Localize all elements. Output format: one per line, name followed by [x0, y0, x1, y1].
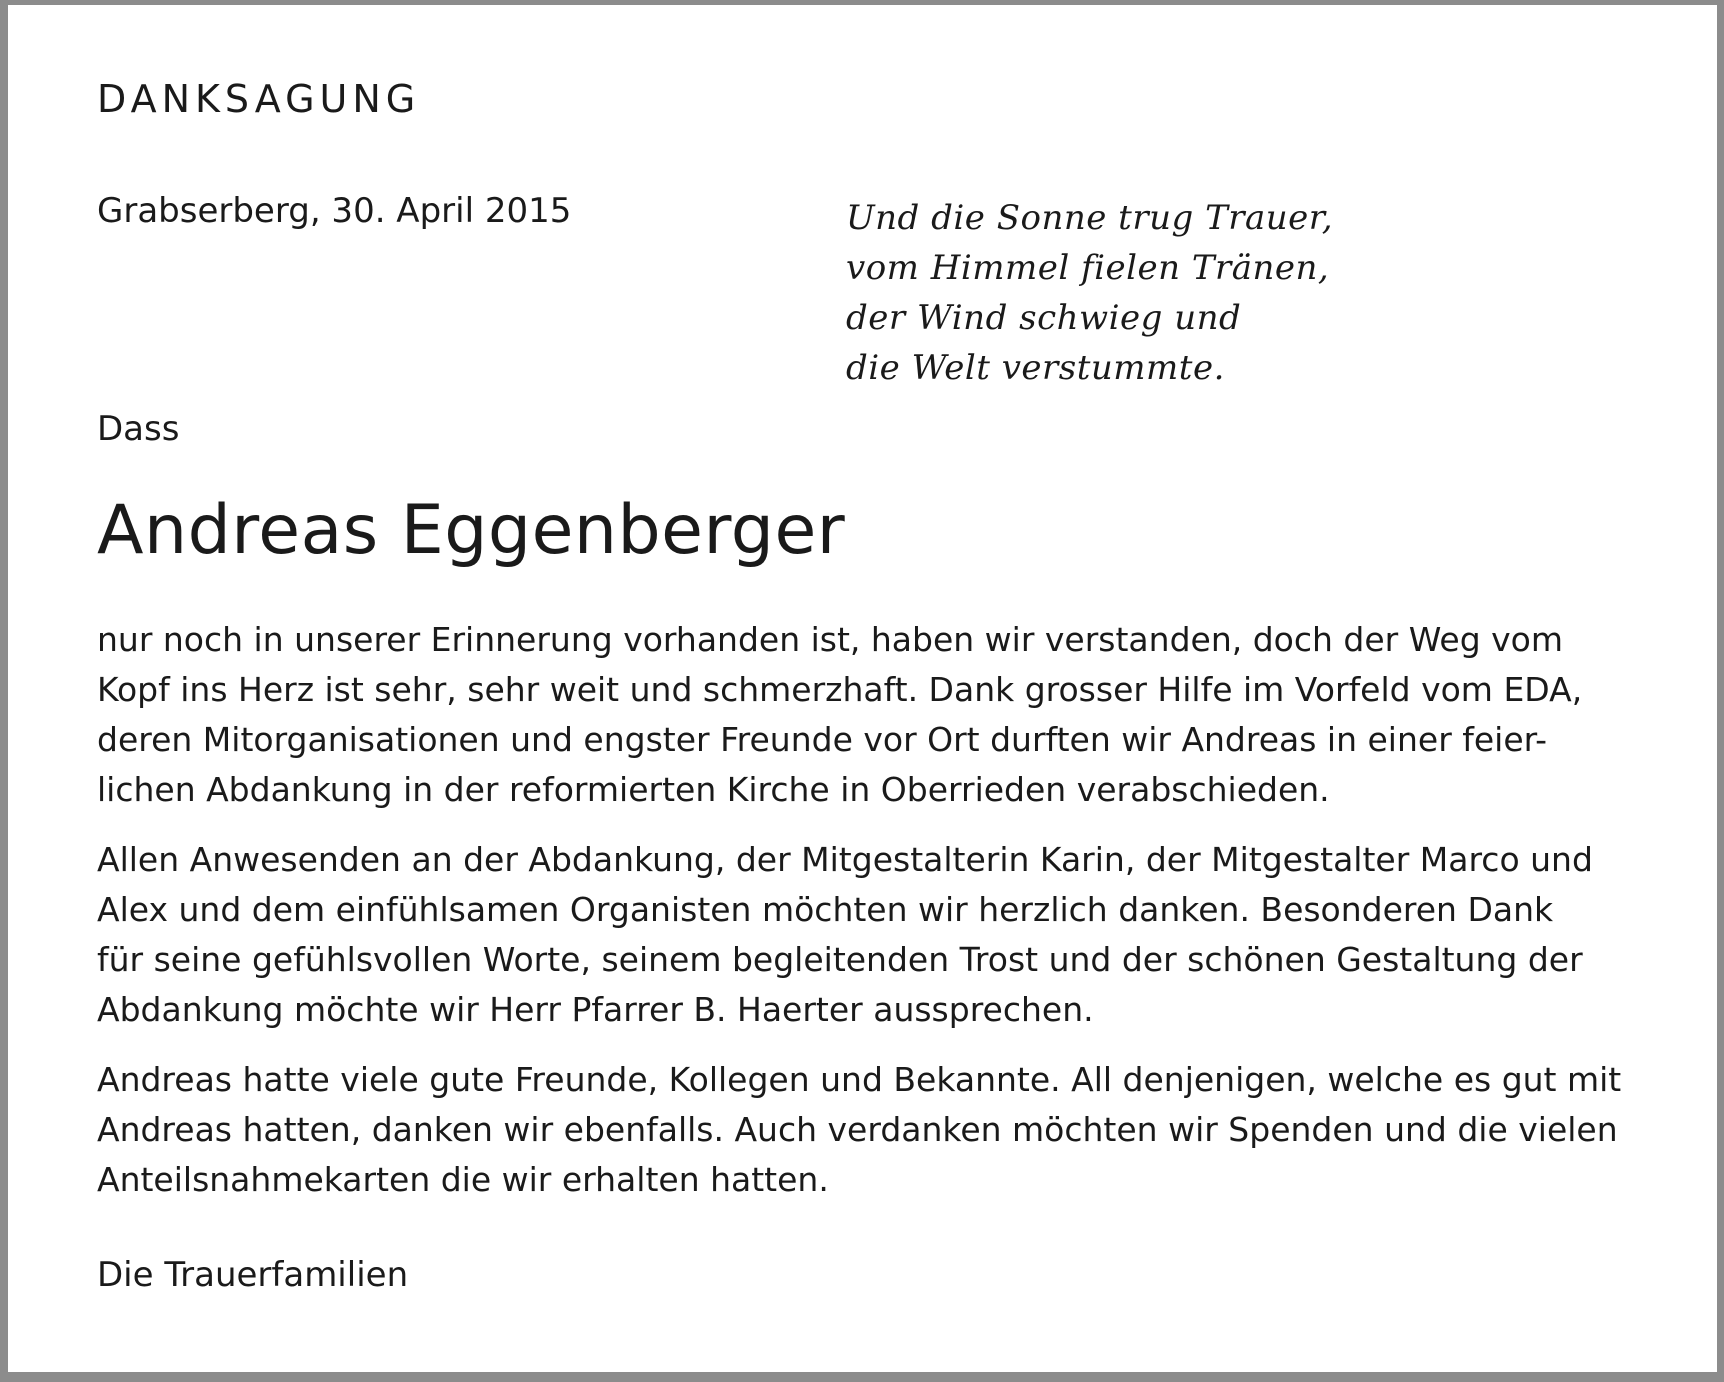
signoff: Die Trauerfamilien — [97, 1255, 409, 1295]
body-text — [97, 615, 1657, 1225]
deceased-name: Andreas Eggenberger — [97, 491, 846, 570]
paragraph-1 — [97, 615, 1657, 815]
paragraph-line: Anteilsnahmekarten die wir erhalten hatten. — [97, 1160, 829, 1199]
poem-line: vom Himmel fielen Tränen, — [846, 248, 1330, 288]
paragraph-line: lichen Abdankung in der reformierten Kirche in Oberrieden verabschieden. — [97, 770, 1330, 809]
date-line: Grabserberg, 30. April 2015 — [97, 191, 572, 231]
paragraph-line: Kopf ins Herz ist sehr, sehr weit und schmerzhaft. Dank grosser Hilfe im Vorfeld vom EDA, — [97, 670, 1583, 709]
paragraph-line: Allen Anwesenden an der Abdankung, der Mitgestalterin Karin, der Mitgestalter Marco und — [97, 840, 1593, 879]
paragraph-line: deren Mitorganisationen und engster Freunde vor Ort durften wir Andreas in einer feier- — [97, 720, 1548, 759]
paragraph-line: nur noch in unserer Erinnerung vorhanden ist, haben wir verstanden, doch der Weg vom — [97, 620, 1564, 659]
poem-verse — [846, 193, 1333, 393]
notice-heading: DANKSAGUNG — [97, 77, 421, 121]
poem-line: die Welt verstummte. — [846, 348, 1225, 388]
paragraph-line: Andreas hatte viele gute Freunde, Kollegen und Bekannte. All denjenigen, welche es gut mit — [97, 1060, 1622, 1099]
paragraph-line: für seine gefühlsvollen Worte, seinem begleitenden Trost und der schönen Gestaltung der — [97, 940, 1583, 979]
paragraph-line: Alex und dem einfühlsamen Organisten möchten wir herzlich danken. Besonderen Dank — [97, 890, 1554, 929]
paragraph-line: Abdankung möchte wir Herr Pfarrer B. Haerter aussprechen. — [97, 990, 1094, 1029]
poem-line: der Wind schwieg und — [846, 298, 1242, 338]
intro-word: Dass — [97, 409, 180, 449]
paragraph-line: Andreas hatten, danken wir ebenfalls. Auch verdanken möchten wir Spenden und die vielen — [97, 1110, 1618, 1149]
paragraph-3 — [97, 1055, 1657, 1205]
paragraph-2 — [97, 835, 1657, 1035]
poem-line: Und die Sonne trug Trauer, — [846, 198, 1334, 238]
